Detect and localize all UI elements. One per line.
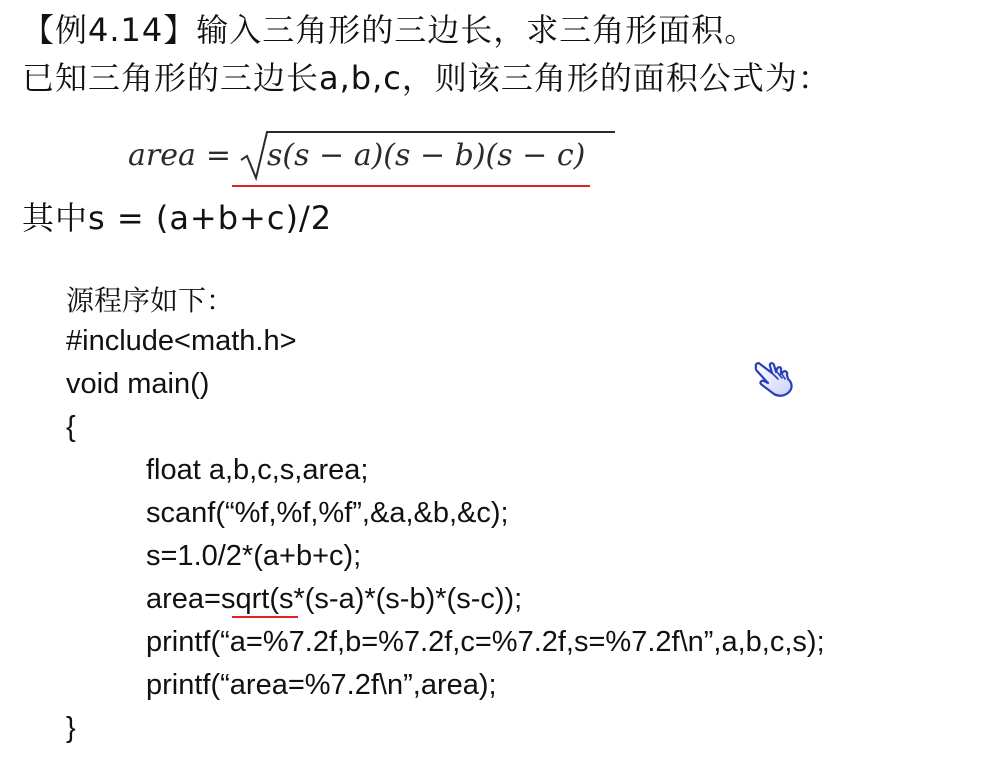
code-line-s-assign: s=1.0/2*(a+b+c); <box>146 540 362 572</box>
formula-underline <box>232 185 590 187</box>
code-line-declaration: float a,b,c,s,area; <box>146 454 369 486</box>
formula-lhs: area <box>128 138 196 173</box>
formula-radicand: s(s − a)(s − b)(s − c) <box>267 138 586 173</box>
code-line-scanf: scanf(“%f,%f,%f”,&a,&b,&c); <box>146 497 509 529</box>
pointing-hand-icon[interactable] <box>752 355 800 399</box>
code-line-printf-area: printf(“area=%7.2f\n”,area); <box>146 669 497 701</box>
code-line-main: void main() <box>66 368 210 400</box>
code-line-include: #include<math.h> <box>66 325 297 357</box>
code-line-open-brace: { <box>66 411 76 443</box>
code-line-printf-values: printf(“a=%7.2f,b=%7.2f,c=%7.2f,s=%7.2f\n”,a,b,c,s); <box>146 626 825 658</box>
formula-intro: 已知三角形的三边长a,b,c，则该三角形的面积公式为： <box>22 59 831 97</box>
formula-equals: = <box>205 138 232 173</box>
sqrt-expression <box>239 126 585 173</box>
sqrt-underline <box>232 616 298 618</box>
code-line-area-assign: area=sqrt(s*(s-a)*(s-b)*(s-c)); <box>146 583 523 615</box>
area-formula <box>128 126 585 182</box>
s-definition: 其中s = (a+b+c)/2 <box>22 199 333 237</box>
radical-sign-icon <box>239 126 619 182</box>
code-line-close-brace: } <box>66 712 76 744</box>
example-title: 【例4.14】输入三角形的三边长，求三角形面积。 <box>22 11 758 49</box>
source-label: 源程序如下： <box>66 284 235 317</box>
